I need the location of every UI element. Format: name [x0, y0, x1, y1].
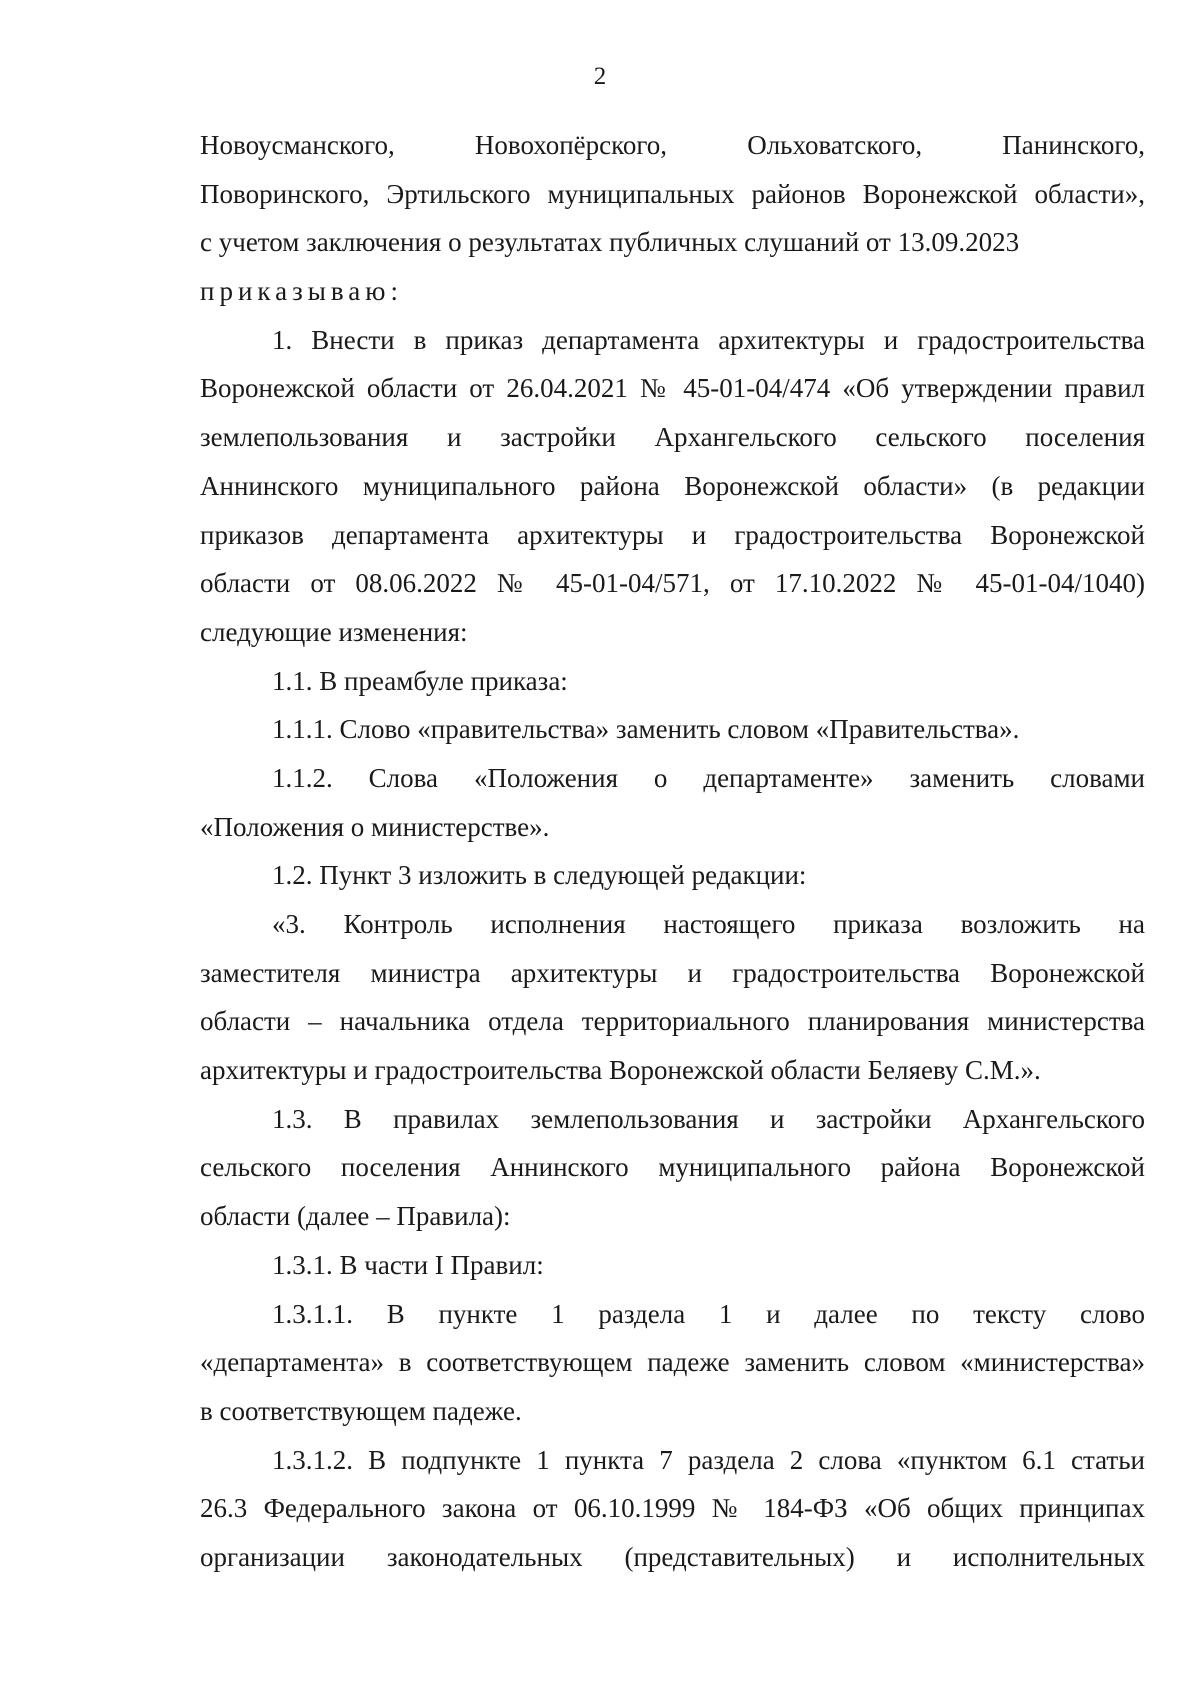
- text-line: 1.1.1. Слово «правительства» заменить словом «Правительства».: [272, 714, 1020, 745]
- text-line: Поворинского, Эртильского муниципальных районов Воронежской области»,: [200, 178, 1145, 209]
- text-line: «3. Контроль исполнения настоящего приказа возложить на: [272, 909, 1145, 939]
- text-line: области – начальника отдела территориального планирования министерства: [200, 1006, 1145, 1037]
- text-line: сельского поселения Аннинского муниципального района Воронежской: [200, 1152, 1145, 1183]
- text-line: 1.3. В правилах землепользования и застройки Архангельского: [272, 1103, 1145, 1134]
- text-line: организации законодательных (представительных) и исполнительных: [200, 1541, 1145, 1572]
- text-line: Воронежской области от 26.04.2021 № 45-01-04/474 «Об утверждении правил: [200, 373, 1145, 404]
- text-line: Аннинского муниципального района Воронежской области» (в редакции: [200, 470, 1145, 501]
- text-line: в соответствующем падеже.: [200, 1395, 522, 1426]
- text-line: заместителя министра архитектуры и градостроительства Воронежской: [200, 957, 1145, 988]
- text-line: 26.3 Федерального закона от 06.10.1999 № 184-ФЗ «Об общих принципах: [200, 1493, 1145, 1524]
- text-line: области от 08.06.2022 № 45-01-04/571, от 17.10.2022 № 45-01-04/1040): [200, 568, 1145, 599]
- text-line: 1.1.2. Слова «Положения о департаменте» заменить словами: [272, 762, 1145, 793]
- text-line: приказов департамента архитектуры и градостроительства Воронежской: [200, 519, 1145, 550]
- text-line: с учетом заключения о результатах публичных слушаний от 13.09.2023: [200, 227, 1020, 258]
- text-line: архитектуры и градостроительства Воронежской области Беляеву С.М.».: [200, 1055, 1041, 1086]
- text-line: приказываю:: [200, 276, 403, 307]
- text-line: землепользования и застройки Архангельского сельского поселения: [200, 422, 1145, 453]
- text-line: 1.1. В преамбуле приказа:: [272, 665, 568, 696]
- text-line: 1.2. Пункт 3 изложить в следующей редакции:: [272, 860, 807, 891]
- document-body: [200, 121, 1145, 1582]
- text-line: 1.3.1.2. В подпункте 1 пункта 7 раздела 2 слова «пунктом 6.1 статьи: [272, 1444, 1145, 1475]
- page-number: 2: [593, 63, 607, 90]
- text-line: 1.3.1. В части I Правил:: [272, 1249, 544, 1280]
- text-line: Новоусманского, Новохопёрского, Ольховатского, Панинского,: [200, 130, 1145, 160]
- text-line: 1. Внести в приказ департамента архитектуры и градостроительства: [272, 324, 1145, 355]
- text-line: «департамента» в соответствующем падеже заменить словом «министерства»: [200, 1347, 1145, 1378]
- text-line: области (далее – Правила):: [200, 1201, 511, 1232]
- text-line: следующие изменения:: [200, 616, 468, 647]
- text-line: 1.3.1.1. В пункте 1 раздела 1 и далее по тексту слово: [272, 1298, 1145, 1329]
- text-line: «Положения о министерстве».: [200, 811, 550, 842]
